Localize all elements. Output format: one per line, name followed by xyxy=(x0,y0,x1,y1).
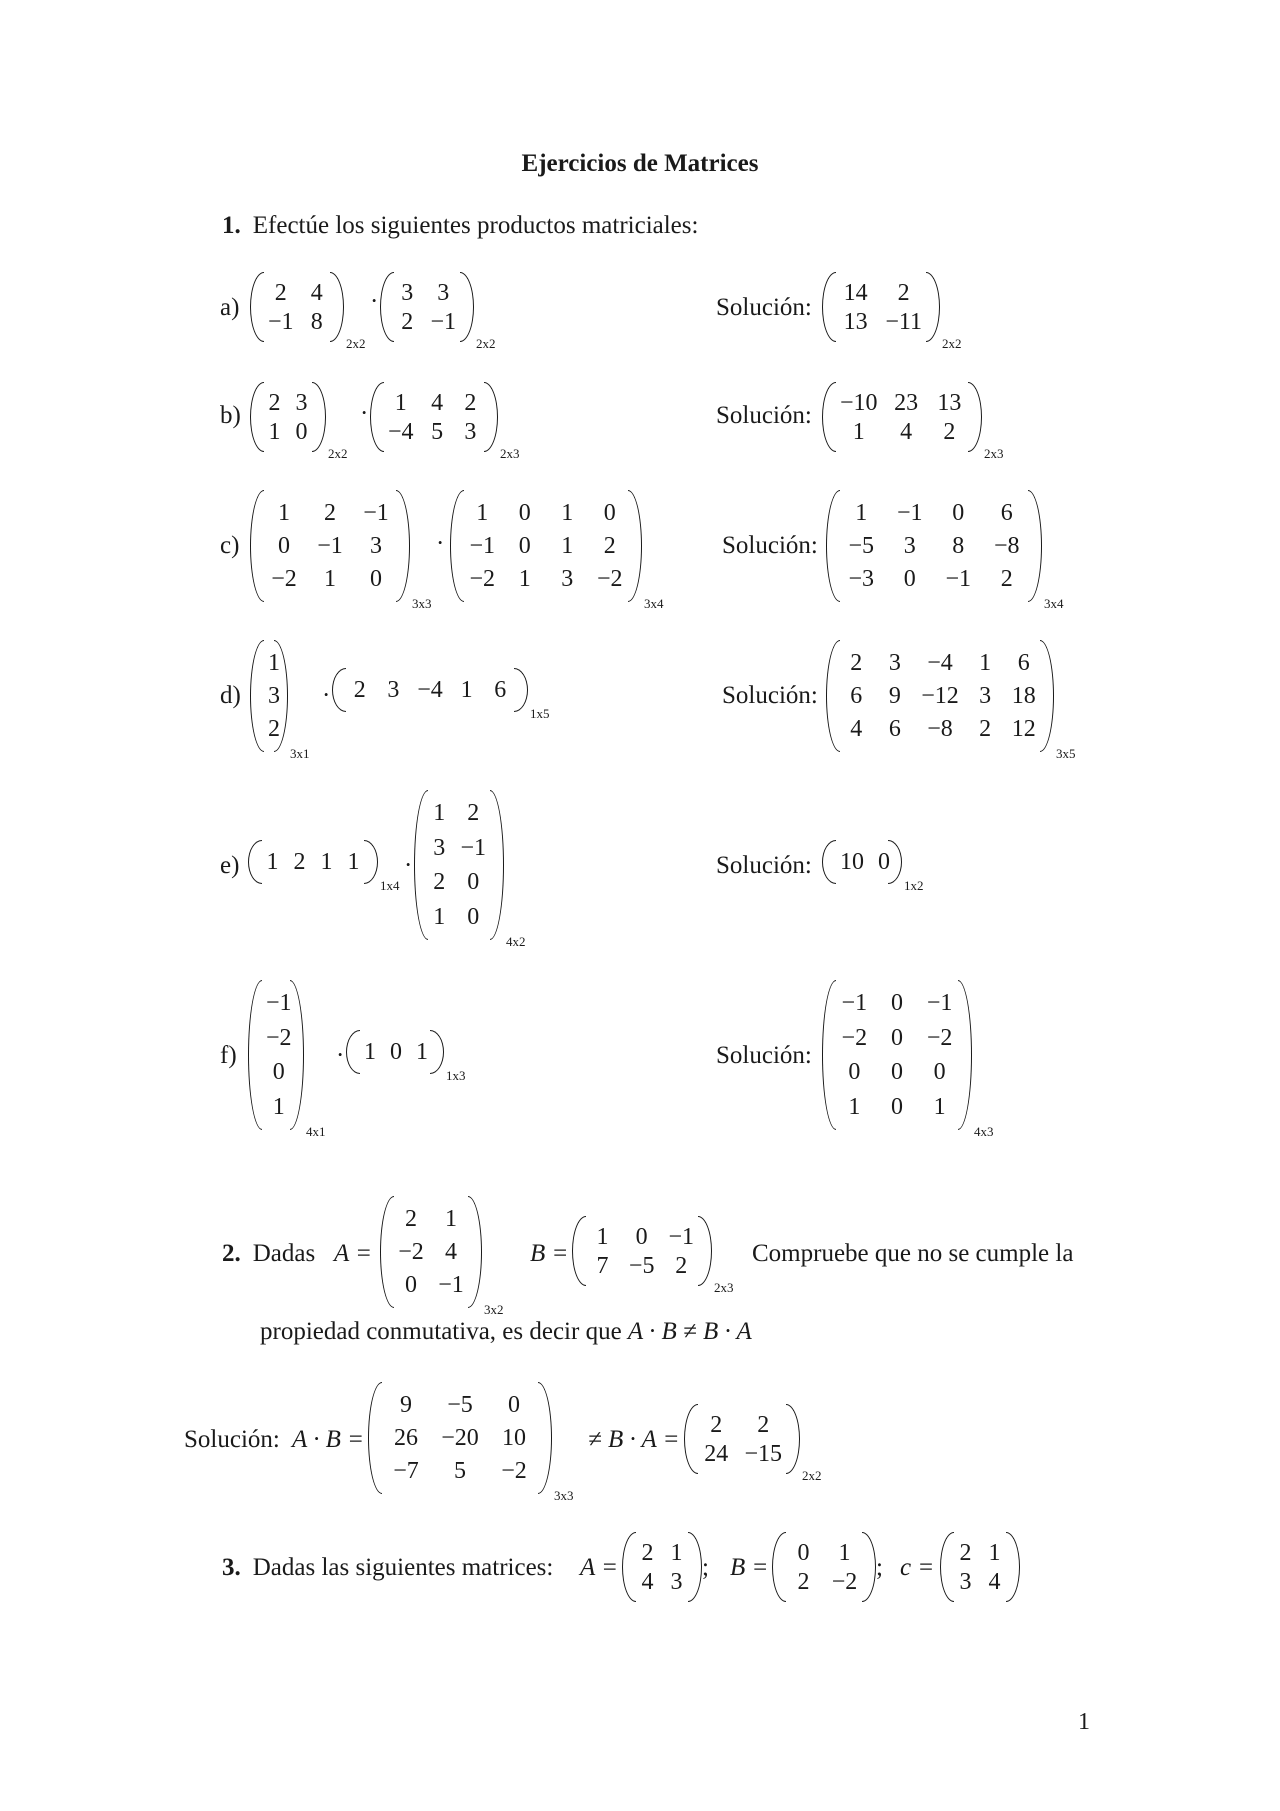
matrix-cell: 1 xyxy=(433,903,446,930)
matrix-dimension: 2x3 xyxy=(984,446,1004,461)
matrix-cell: 2 xyxy=(274,279,287,306)
solution-label: Solución: xyxy=(716,1042,812,1069)
exercise-2-dadas: Dadas xyxy=(252,1240,316,1267)
matrix-cell: 0 xyxy=(878,849,890,875)
matrix-cell: 3 xyxy=(561,566,574,593)
dot-operator: · xyxy=(370,288,379,315)
matrix-cell: 1 xyxy=(848,1093,861,1120)
matrix-cell: −1 xyxy=(841,990,868,1017)
matrix-cell: 0 xyxy=(370,566,382,593)
matrix-cell: 12 xyxy=(1011,716,1036,743)
dot-operator: · xyxy=(336,1042,345,1069)
matrix-grid xyxy=(940,1532,1020,1602)
matrix-cell: −2 xyxy=(266,1024,292,1051)
matrix-cell: 1 xyxy=(979,649,992,676)
matrix xyxy=(380,1196,504,1317)
matrix-dimension: 1x5 xyxy=(530,706,550,721)
matrix xyxy=(250,382,348,461)
page-number: 1 xyxy=(1078,1709,1090,1735)
matrix-cell: −1 xyxy=(266,990,292,1017)
matrix-cell: 3 xyxy=(903,532,916,559)
exercise-1-number: 1. xyxy=(222,212,241,239)
matrix-dimension: 3x3 xyxy=(554,1488,574,1503)
solution-label: Solución: xyxy=(722,532,818,559)
matrix-cell: −1 xyxy=(945,566,972,593)
matrix-cell: 1 xyxy=(278,499,290,526)
matrix-cell: −10 xyxy=(840,389,878,416)
matrix-dimension: 1x3 xyxy=(446,1068,466,1083)
matrix-cell: 1 xyxy=(268,649,280,676)
matrix-cell: 1 xyxy=(476,499,489,526)
AB-equals: A · B = xyxy=(292,1426,364,1453)
matrix-cell: 2 xyxy=(641,1539,654,1566)
matrix xyxy=(248,840,400,893)
matrix-cell: 23 xyxy=(894,389,919,416)
matrix-cell: −2 xyxy=(501,1458,527,1485)
matrix-cell: 4 xyxy=(988,1568,1001,1595)
matrix-cell: 0 xyxy=(952,499,965,526)
matrix-cell: −2 xyxy=(271,566,297,593)
matrix-cell: 2 xyxy=(943,418,956,445)
matrix-cell: 9 xyxy=(400,1391,412,1418)
matrix-cell: 3 xyxy=(370,532,382,559)
dot-operator: · xyxy=(436,530,445,557)
matrix-cell: −2 xyxy=(831,1568,858,1595)
item-c-label: c) xyxy=(220,532,240,559)
matrix-cell: 0 xyxy=(890,1024,903,1051)
page-title: Ejercicios de Matrices xyxy=(521,150,759,177)
matrix-grid xyxy=(822,840,902,884)
matrix-cell: 7 xyxy=(596,1252,609,1279)
exercise-1-text: Efectúe los siguientes productos matriciales: xyxy=(252,212,699,239)
exercise-2-line2-text: propiedad conmutativa, es decir que xyxy=(260,1318,622,1345)
matrix-grid xyxy=(248,840,378,884)
solution-matrix xyxy=(822,980,994,1139)
matrix-cell: 2 xyxy=(710,1411,723,1438)
matrix-cell: 2 xyxy=(797,1568,810,1595)
matrix-grid xyxy=(250,640,288,752)
matrix-cell: 0 xyxy=(603,499,616,526)
matrix-cell: 1 xyxy=(561,499,574,526)
matrix-cell: 1 xyxy=(988,1539,1001,1566)
matrix xyxy=(450,490,664,611)
matrix-cell: 0 xyxy=(272,1059,285,1086)
matrix-cell: 2 xyxy=(433,869,446,896)
matrix-cell: 2 xyxy=(1000,566,1013,593)
matrix-cell: 4 xyxy=(310,279,323,306)
matrix-cell: −1 xyxy=(469,532,496,559)
matrix xyxy=(248,980,326,1139)
matrix-cell: 1 xyxy=(347,849,360,875)
matrix-cell: −1 xyxy=(438,1272,464,1299)
solution-label: Solución: xyxy=(716,294,812,321)
matrix-cell: 3 xyxy=(979,682,992,709)
matrix-cell: 13 xyxy=(937,389,962,416)
matrix-cell: −1 xyxy=(430,308,456,335)
non-commutative-formula: A · B ≠ B · A xyxy=(627,1318,752,1345)
matrix-cell: 0 xyxy=(890,1093,903,1120)
matrix-cell: −2 xyxy=(596,566,623,593)
matrix-grid xyxy=(822,980,972,1130)
matrix-cell: 6 xyxy=(494,677,507,703)
matrix-grid xyxy=(572,1216,712,1286)
solution-matrix xyxy=(822,272,962,351)
matrix-cell: −2 xyxy=(926,1024,953,1051)
matrix-cell: 2 xyxy=(979,716,992,743)
matrix-cell: 2 xyxy=(324,499,336,526)
matrix-grid xyxy=(248,980,304,1130)
matrix-grid xyxy=(822,272,940,342)
matrix-cell: 8 xyxy=(952,532,965,559)
matrix-dimension: 3x1 xyxy=(290,746,310,761)
matrix-cell: 4 xyxy=(641,1568,654,1595)
matrix-cell: 10 xyxy=(840,849,864,875)
matrix-cell: 1 xyxy=(272,1093,285,1120)
matrix-cell: −5 xyxy=(628,1252,655,1279)
solution-label: Solución: xyxy=(716,402,812,429)
matrix-cell: −4 xyxy=(417,677,443,703)
matrix-cell: 0 xyxy=(295,418,308,445)
matrix xyxy=(250,640,310,761)
A-equals: A = xyxy=(580,1554,618,1581)
matrix-grid xyxy=(450,490,642,602)
matrix-cell: −5 xyxy=(848,532,875,559)
matrix-cell: 2 xyxy=(268,389,281,416)
matrix-cell: 0 xyxy=(848,1059,861,1086)
matrix-grid xyxy=(684,1404,800,1474)
solution-matrix xyxy=(822,840,924,893)
matrix-cell: 1 xyxy=(266,849,279,875)
matrix-cell: 3 xyxy=(464,418,477,445)
matrix-cell: 3 xyxy=(433,834,446,861)
item-d-label: d) xyxy=(220,682,241,709)
matrix xyxy=(250,272,366,351)
matrix-cell: 0 xyxy=(933,1059,946,1086)
matrix-cell: 0 xyxy=(278,532,290,559)
matrix-grid xyxy=(368,1382,552,1494)
matrix-cell: 0 xyxy=(467,869,480,896)
solution-matrix xyxy=(826,490,1064,611)
matrix-grid xyxy=(822,382,982,452)
matrix-cell: 1 xyxy=(433,800,446,827)
matrix-cell: 5 xyxy=(431,418,444,445)
matrix-cell: 3 xyxy=(959,1568,972,1595)
matrix-cell: −11 xyxy=(885,308,922,335)
matrix-cell: 0 xyxy=(797,1539,810,1566)
matrix-cell: 3 xyxy=(268,682,280,709)
matrix-cell: 1 xyxy=(460,677,473,703)
exercise-2-heading xyxy=(222,1240,315,1268)
exercise-1-heading xyxy=(222,212,698,240)
matrix-cell: 9 xyxy=(888,682,901,709)
matrix xyxy=(414,790,526,949)
solution-label: Solución: xyxy=(716,852,812,879)
item-b-label: b) xyxy=(220,402,241,429)
matrix-cell: 3 xyxy=(401,279,414,306)
matrix-cell: 0 xyxy=(518,499,531,526)
matrix-cell: 0 xyxy=(405,1272,417,1299)
matrix-dimension: 3x4 xyxy=(1044,596,1064,611)
B-equals: B = xyxy=(530,1240,569,1267)
matrix-cell: 2 xyxy=(464,389,477,416)
solution-label: Solución: xyxy=(722,682,818,709)
matrix-cell: −2 xyxy=(841,1024,868,1051)
matrix-cell: 4 xyxy=(445,1238,457,1265)
matrix-cell: 0 xyxy=(890,1059,903,1086)
matrix-dimension: 1x4 xyxy=(380,878,400,893)
item-e-label: e) xyxy=(220,852,240,879)
matrix-grid xyxy=(250,272,344,342)
matrix-cell: 4 xyxy=(900,418,913,445)
matrix-cell: −20 xyxy=(441,1424,479,1451)
c-equals: c = xyxy=(900,1554,935,1581)
matrix-cell: 14 xyxy=(843,279,868,306)
matrix-cell: −1 xyxy=(363,499,389,526)
matrix-cell: 0 xyxy=(903,566,916,593)
dot-operator: · xyxy=(322,682,331,709)
matrix-dimension: 2x2 xyxy=(802,1468,822,1483)
matrix-cell: 2 xyxy=(467,800,480,827)
matrix-cell: 2 xyxy=(757,1411,770,1438)
matrix-cell: 3 xyxy=(888,649,901,676)
matrix-cell: 24 xyxy=(704,1440,729,1467)
matrix xyxy=(346,1030,466,1083)
matrix-cell: −1 xyxy=(926,990,953,1017)
matrix-cell: 0 xyxy=(390,1039,402,1065)
matrix-cell: −5 xyxy=(447,1391,473,1418)
matrix-cell: −2 xyxy=(469,566,496,593)
matrix-grid xyxy=(622,1532,702,1602)
matrix-dimension: 2x2 xyxy=(476,336,496,351)
matrix xyxy=(622,1532,702,1602)
matrix-cell: 2 xyxy=(353,677,366,703)
matrix-cell: 3 xyxy=(387,677,400,703)
matrix-cell: −8 xyxy=(993,532,1020,559)
matrix-cell: −2 xyxy=(398,1238,424,1265)
matrix-cell: 6 xyxy=(850,682,863,709)
exercise-3-number: 3. xyxy=(222,1554,241,1581)
A-equals: A = xyxy=(334,1240,372,1267)
matrix-cell: −7 xyxy=(393,1458,419,1485)
matrix-cell: 2 xyxy=(897,279,910,306)
matrix-cell: 1 xyxy=(518,566,531,593)
matrix-cell: 2 xyxy=(405,1205,417,1232)
matrix-cell: −1 xyxy=(896,499,923,526)
matrix-cell: 1 xyxy=(561,532,574,559)
B-equals: B = xyxy=(730,1554,769,1581)
item-a-label: a) xyxy=(220,294,240,321)
solution-matrix xyxy=(368,1382,574,1503)
matrix-grid xyxy=(380,1196,482,1308)
matrix-cell: 1 xyxy=(838,1539,851,1566)
solution-matrix xyxy=(822,382,1004,461)
matrix-dimension: 3x5 xyxy=(1056,746,1076,761)
matrix-cell: 1 xyxy=(852,418,865,445)
semicolon: ; xyxy=(702,1554,709,1581)
matrix-cell: −1 xyxy=(460,834,486,861)
matrix-grid xyxy=(414,790,504,940)
matrix-grid xyxy=(772,1532,876,1602)
matrix xyxy=(940,1532,1020,1602)
dot-operator: · xyxy=(360,400,369,427)
matrix-cell: 2 xyxy=(401,308,414,335)
matrix-cell: 26 xyxy=(394,1424,418,1451)
matrix-cell: 1 xyxy=(445,1205,457,1232)
matrix-cell: −4 xyxy=(927,649,953,676)
matrix-cell: 0 xyxy=(467,903,480,930)
matrix-cell: 6 xyxy=(1000,499,1013,526)
matrix-cell: 5 xyxy=(454,1458,466,1485)
matrix-grid xyxy=(250,490,410,602)
matrix-dimension: 4x3 xyxy=(974,1124,994,1139)
matrix-cell: 0 xyxy=(518,532,531,559)
matrix xyxy=(332,668,550,721)
matrix-cell: −3 xyxy=(848,566,875,593)
matrix-cell: 1 xyxy=(933,1093,946,1120)
matrix-cell: 6 xyxy=(888,716,901,743)
matrix-dimension: 2x2 xyxy=(942,336,962,351)
matrix-cell: 4 xyxy=(850,716,863,743)
matrix-dimension: 4x1 xyxy=(306,1124,326,1139)
matrix-cell: 10 xyxy=(502,1424,526,1451)
matrix-cell: −8 xyxy=(927,716,953,743)
matrix-cell: 1 xyxy=(596,1223,609,1250)
matrix-cell: −15 xyxy=(744,1440,782,1467)
matrix-cell: 1 xyxy=(855,499,868,526)
matrix-cell: 1 xyxy=(364,1039,376,1065)
matrix-dimension: 2x2 xyxy=(346,336,366,351)
matrix xyxy=(572,1216,734,1295)
matrix-cell: 3 xyxy=(437,279,450,306)
exercise-2-number: 2. xyxy=(222,1240,241,1267)
matrix-cell: 1 xyxy=(670,1539,683,1566)
matrix-cell: 1 xyxy=(320,849,333,875)
solution-matrix xyxy=(684,1404,822,1483)
matrix-cell: 2 xyxy=(268,716,280,743)
matrix-dimension: 3x2 xyxy=(484,1302,504,1317)
matrix-cell: 8 xyxy=(310,308,323,335)
exercise-2-text: Compruebe que no se cumple la xyxy=(752,1240,1074,1267)
matrix-cell: 3 xyxy=(295,389,308,416)
matrix-dimension: 4x2 xyxy=(506,934,526,949)
exercise-3-heading xyxy=(222,1554,553,1582)
matrix-cell: −1 xyxy=(668,1223,694,1250)
matrix-cell: 1 xyxy=(268,418,281,445)
matrix-cell: −1 xyxy=(317,532,343,559)
matrix-cell: 1 xyxy=(416,1039,428,1065)
matrix-cell: 2 xyxy=(603,532,616,559)
matrix-grid xyxy=(826,640,1054,752)
matrix-cell: 3 xyxy=(670,1568,683,1595)
matrix-dimension: 3x4 xyxy=(644,596,664,611)
matrix-cell: 0 xyxy=(635,1223,648,1250)
matrix-cell: 1 xyxy=(394,389,407,416)
matrix-cell: 13 xyxy=(843,308,868,335)
matrix-grid xyxy=(826,490,1042,602)
matrix-dimension: 1x2 xyxy=(904,878,924,893)
matrix-cell: 2 xyxy=(675,1252,688,1279)
matrix-dimension: 3x3 xyxy=(412,596,432,611)
matrix-cell: 2 xyxy=(850,649,863,676)
matrix-cell: 2 xyxy=(959,1539,972,1566)
matrix-grid xyxy=(370,382,498,452)
matrix-dimension: 2x3 xyxy=(714,1280,734,1295)
dot-operator: · xyxy=(404,852,413,879)
matrix xyxy=(250,490,432,611)
exercise-3-text: Dadas las siguientes matrices: xyxy=(252,1554,554,1581)
BA-not-equal: ≠ B · A = xyxy=(588,1426,680,1453)
matrix-grid xyxy=(346,1030,444,1074)
solution-label: Solución: xyxy=(184,1426,280,1453)
matrix xyxy=(380,272,496,351)
matrix-cell: −12 xyxy=(921,682,959,709)
matrix-cell: 0 xyxy=(508,1391,520,1418)
item-f-label: f) xyxy=(220,1042,237,1069)
matrix-cell: 4 xyxy=(431,389,444,416)
matrix-grid xyxy=(332,668,528,712)
matrix-grid xyxy=(250,382,326,452)
semicolon: ; xyxy=(876,1554,883,1581)
matrix-cell: 6 xyxy=(1017,649,1030,676)
matrix-dimension: 2x3 xyxy=(500,446,520,461)
matrix-cell: 0 xyxy=(890,990,903,1017)
matrix-cell: 2 xyxy=(293,849,306,875)
matrix-cell: −4 xyxy=(388,418,414,445)
solution-matrix xyxy=(826,640,1076,761)
matrix-grid xyxy=(380,272,474,342)
matrix-cell: 1 xyxy=(324,566,336,593)
matrix-cell: 18 xyxy=(1011,682,1036,709)
matrix xyxy=(772,1532,876,1602)
matrix xyxy=(370,382,520,461)
exercise-2-line2 xyxy=(260,1318,752,1346)
matrix-dimension: 2x2 xyxy=(328,446,348,461)
matrix-cell: −1 xyxy=(268,308,294,335)
